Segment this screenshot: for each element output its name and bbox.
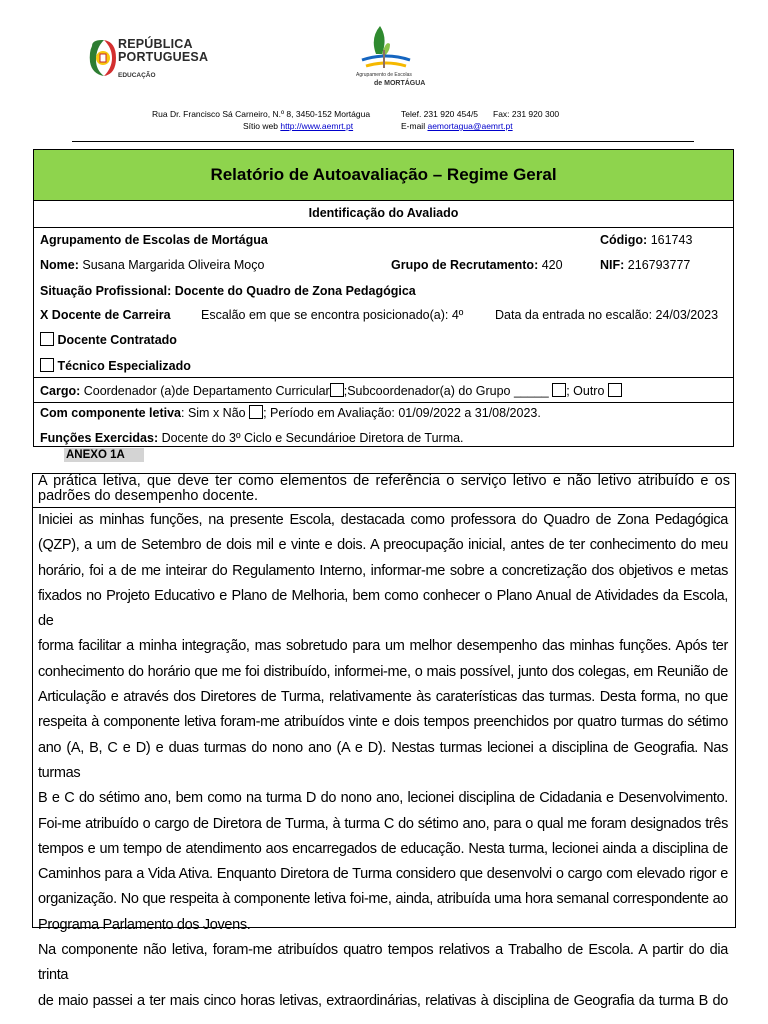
codigo-value: 161743 [647,233,693,247]
body-line: Caminhos para a Vida Ativa. Enquanto Diretora de Turma considero que desenvolvi o cargo com elevado rigor e [38,866,728,883]
body-line: forma facilitar a minha integração, mas sobretudo para um melhor desempenho das minhas funções. Após ter [38,638,728,655]
body-line: horário, foi a de me inteirar do Regulamento Interno, informar-me sobre a concretização dos objetivos e metas [38,562,728,579]
annex-label: ANEXO 1A [64,448,144,462]
annex-body [38,508,728,1014]
body-line: conhecimento do horário que me foi distribuído, informei-me, o mais possível, junto dos colegas, em Reunião de [38,663,728,680]
body-line: Programa Parlamento dos Jovens. [38,916,251,933]
data-entrada-field: Data da entrada no escalão: 24/03/2023 [495,308,719,322]
componente-text-2: ; Período em Avaliação: 01/09/2022 a 31/08/2023. [263,406,541,420]
coordenador-checkbox[interactable] [330,383,344,397]
website-label: Sítio web [243,121,278,131]
republica-logo-subtitle: EDUCAÇÃO [118,72,156,79]
situacao-profissional: Situação Profissional: Docente do Quadro de Zona Pedagógica [40,284,416,298]
nome-value: Susana Margarida Oliveira Moço [78,258,265,272]
nif-field [600,258,690,272]
republic-emblem-icon [88,38,118,78]
republica-logo-text: REPÚBLICA PORTUGUESA [118,37,209,64]
tecnico-option [40,358,191,373]
cargo-label: Cargo: [40,384,81,398]
componente-letiva-field [40,405,541,420]
body-line: Na componente não letiva, foram-me atribuídos quatro tempos relativos a Trabalho de Escola. A partir do dia trinta [38,942,728,984]
body-line: Iniciei as minhas funções, na presente Escola, destacada como professora do Quadro de Zona Pedagógica [38,512,728,528]
body-line: organização. No que respeita à componente letiva foi-me, ainda, atribuída uma hora semanal correspondente ao [38,891,728,908]
grupo-label: Grupo de Recrutamento: [391,258,539,272]
body-line: Foi-me atribuído o cargo de Diretora de Turma, à turma C do sétimo ano, para o qual me foram designados três [38,815,728,832]
docente-contratado-option [40,332,177,347]
website-link[interactable]: http://www.aemrt.pt [280,121,354,131]
funcoes-label: Funções Exercidas: [40,431,159,445]
nif-label: NIF: [600,258,625,272]
annex-prompt: A prática letiva, que deve ter como elementos de referência o serviço letivo e não letivo atribuído e os padrões do desempenho docente. [38,473,730,504]
school-address: Rua Dr. Francisco Sá Carneiro, N.º 8, 3450-152 Mortágua [152,109,371,119]
email-label: E-mail [401,121,426,131]
tecnico-checkbox[interactable] [40,358,54,372]
header-divider [72,141,694,142]
school-logo-name: de MORTÁGUA [374,80,426,87]
body-line: fixados no Projeto Educativo e Plano de Melhoria, bem como conhecer o Plano Anual de Atividades da Escola, de [38,587,728,630]
outro-checkbox[interactable] [608,383,622,397]
agrupamento-label: Agrupamento de Escolas de Mortágua [40,233,268,247]
subcoordenador-checkbox[interactable] [552,383,566,397]
email-line [401,121,513,131]
body-line: de maio passei a ter mais cinco horas letivas, extraordinárias, relativas à disciplina de Geografia da turma B do [38,992,728,1009]
cargo-field [40,383,622,398]
report-title-band [34,150,733,201]
tecnico-label: Técnico Especializado [57,359,191,373]
nome-field [40,258,264,272]
cargo-text-1: Coordenador (a)de Departamento Curricular [80,384,330,398]
codigo-field [600,233,692,247]
school-emblem-icon [356,24,416,74]
componente-label: Com componente letiva [40,406,181,420]
body-line: tempos e um tempo de atendimento aos encarregados de educação. Nesta turma, lecionei ainda a disciplina de [38,840,728,857]
body-line: ano (A, B, C e D) e duas turmas do nono ano (A e D). Nestas turmas lecionei a disciplina de Geografia. Nas turmas [38,739,728,781]
docente-carreira-option: X Docente de Carreira [40,308,171,322]
docente-contratado-checkbox[interactable] [40,332,54,346]
table-divider [34,227,733,228]
table-divider [34,402,733,403]
componente-text-1: : Sim x Não [181,406,250,420]
body-line: B e C do sétimo ano, bem como na turma D do nono ano, lecionei disciplina de Cidadania e Desenvolvimento. [38,790,728,807]
body-line: Articulação e através dos Diretores de Turma, relativamente às caraterísticas das turmas. Desta forma, no que [38,689,728,706]
grupo-value: 420 [538,258,563,272]
nif-value: 216793777 [624,258,691,272]
body-line: respeita à componente letiva foram-me atribuídos vinte e dois tempos preenchidos por quatro turmas do sétimo [38,714,728,731]
website-line [243,121,353,131]
codigo-label: Código: [600,233,648,247]
cargo-text-2: ;Subcoordenador(a) do Grupo _____ [343,384,553,398]
school-phone: Telef. 231 920 454/5 [401,109,479,119]
school-logo-text: Agrupamento de Escolas [356,72,412,78]
table-divider [34,377,733,378]
nome-label: Nome: [40,258,79,272]
escalao-field: Escalão em que se encontra posicionado(a): 4º [201,308,464,322]
body-line: (QZP), a um de Setembro de dois mil e vinte e dois. A preocupação inicial, antes de ter conhecimento do meu [38,537,728,554]
funcoes-value: Docente do 3º Ciclo e Secundárioe Diretora de Turma. [158,431,464,445]
report-title: Relatório de Autoavaliação – Regime Geral [210,165,557,184]
funcoes-field [40,431,464,445]
grupo-field [391,258,563,272]
nao-checkbox[interactable] [249,405,263,419]
section-title: Identificação do Avaliado [308,206,459,220]
school-fax: Fax: 231 920 300 [493,109,560,119]
cargo-text-3: ; Outro [566,384,608,398]
docente-contratado-label: Docente Contratado [57,333,177,347]
email-link[interactable]: aemortagua@aemrt.pt [427,121,513,131]
